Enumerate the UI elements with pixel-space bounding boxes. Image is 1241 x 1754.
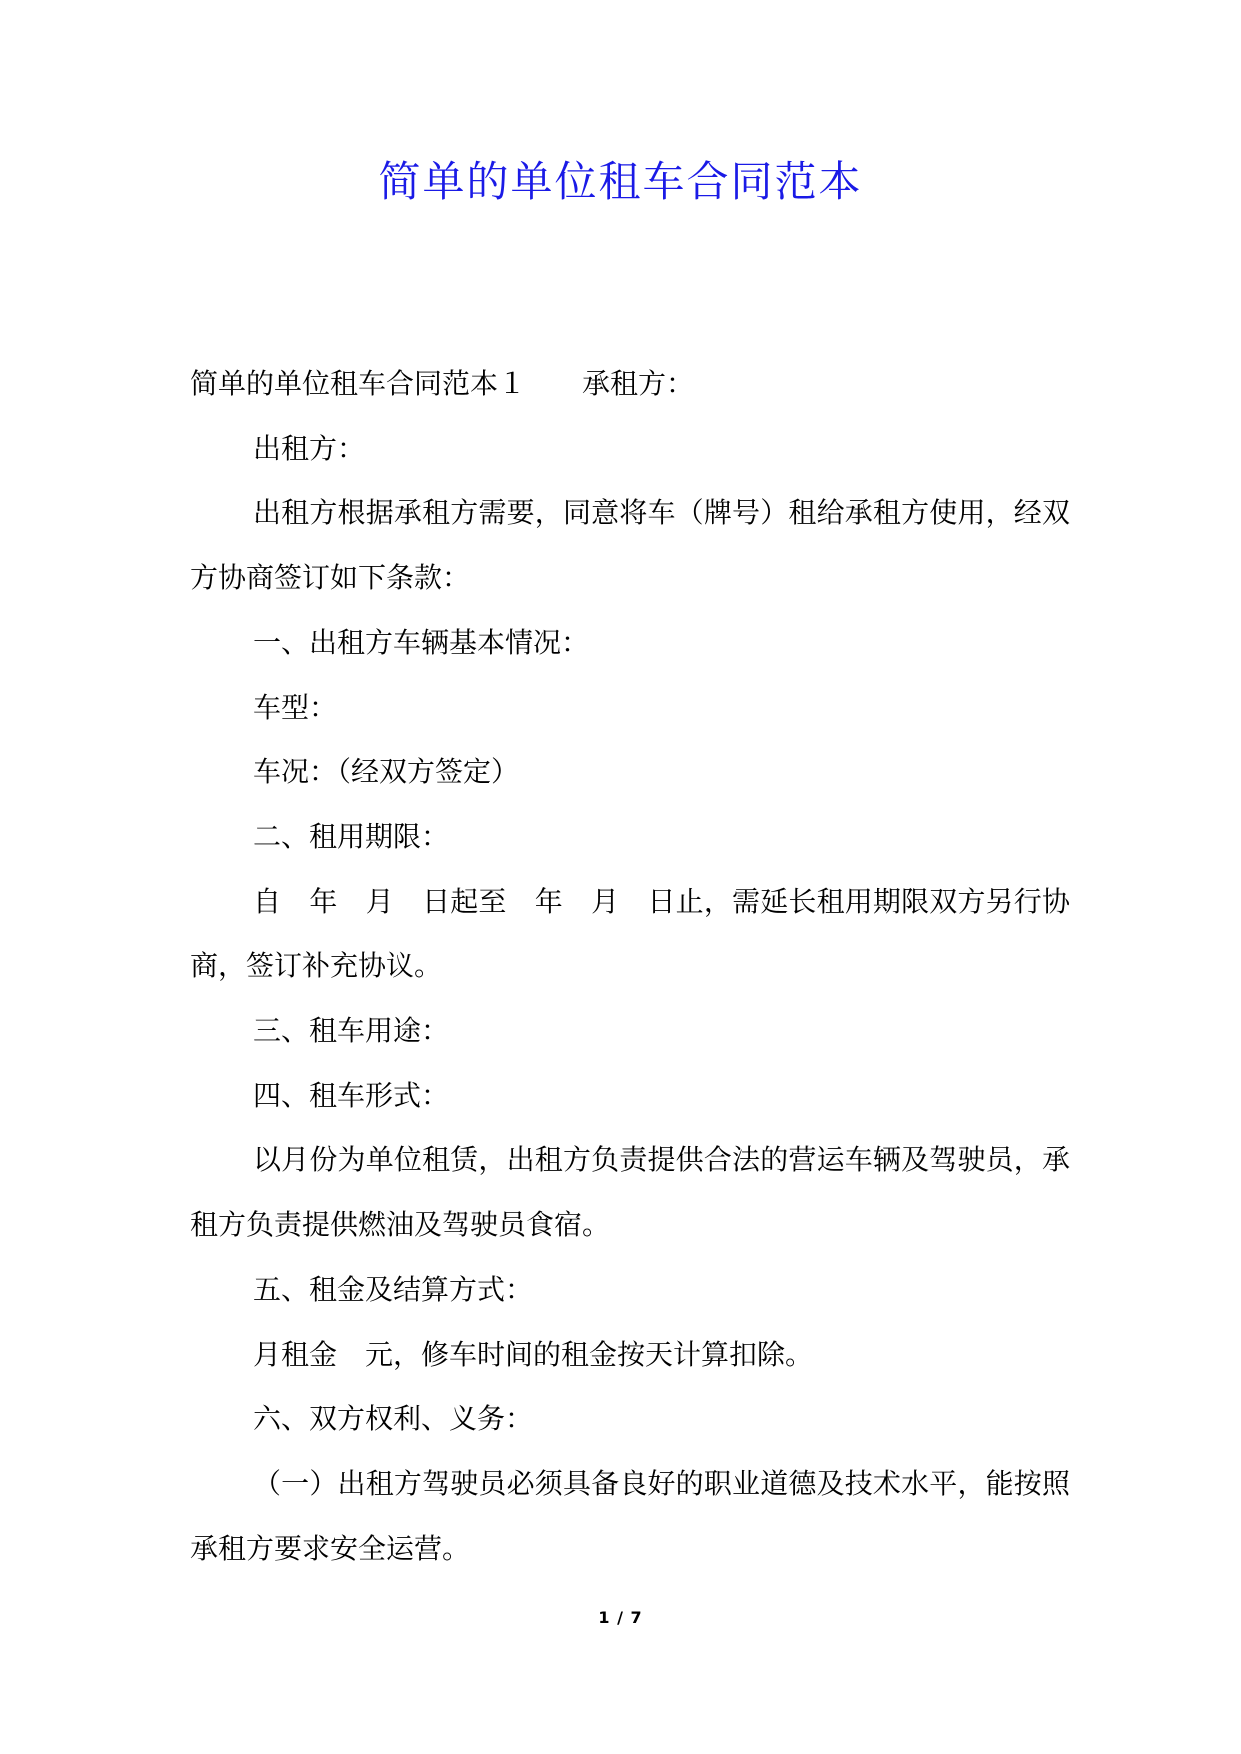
paragraph: 三、租车用途： [253, 1014, 450, 1048]
document-title: 简单的单位租车合同范本 [378, 157, 863, 206]
paragraph: 自 年 月 日起至 年 月 日止，需延长租用期限双方另行协商，签订补充协议。 [190, 884, 1070, 983]
page-number: 1 / 7 [598, 1608, 643, 1627]
paragraph: 车型： [253, 690, 338, 724]
document-body [190, 352, 1070, 1581]
paragraph: （一）出租方驾驶员必须具备良好的职业道德及技术水平，能按照承租方要求安全运营。 [190, 1466, 1070, 1565]
paragraph: 简单的单位租车合同范本１ 承租方： [190, 367, 695, 400]
paragraph: 五、租金及结算方式： [253, 1272, 534, 1306]
paragraph: 车况：（经双方签定） [253, 755, 520, 789]
paragraph: 出租方： [253, 431, 366, 465]
paragraph: 六、双方权利、义务： [253, 1402, 534, 1436]
paragraph: 以月份为单位租赁，出租方负责提供合法的营运车辆及驾驶员，承租方负责提供燃油及驾驶员食宿。 [190, 1143, 1070, 1242]
paragraph: 四、租车形式： [253, 1078, 450, 1112]
paragraph: 出租方根据承租方需要，同意将车（牌号）租给承租方使用，经双方协商签订如下条款： [190, 496, 1070, 595]
paragraph: 月租金 元，修车时间的租金按天计算扣除。 [253, 1337, 814, 1371]
paragraph: 二、租用期限： [253, 819, 450, 853]
paragraph: 一、出租方车辆基本情况： [253, 625, 590, 659]
